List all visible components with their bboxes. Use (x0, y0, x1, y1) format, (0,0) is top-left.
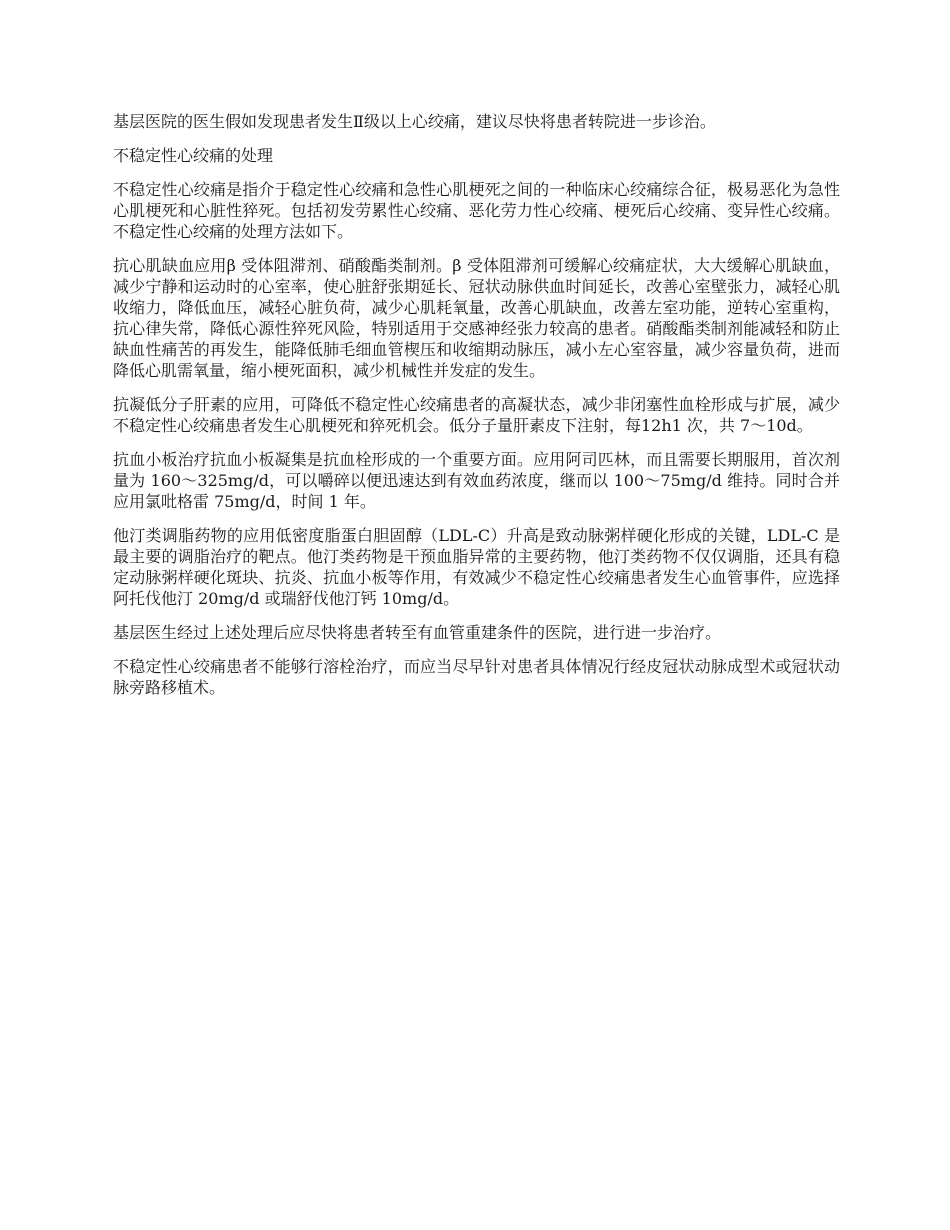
paragraph-definition: 不稳定性心绞痛是指介于稳定性心绞痛和急性心肌梗死之间的一种临床心绞痛综合征，极易恶化为急性心肌梗死和心脏性猝死。包括初发劳累性心绞痛、恶化劳力性心绞痛、梗死后心绞痛、变异性心绞痛。不稳定性心绞痛的处理方法如下。 (113, 180, 840, 241)
paragraph-transfer: 基层医生经过上述处理后应尽快将患者转至有血管重建条件的医院，进行进一步治疗。 (113, 623, 722, 642)
section-heading: 不稳定性心绞痛的处理 (113, 146, 274, 165)
paragraph-revascularization: 不稳定性心绞痛患者不能够行溶栓治疗，而应当尽早针对患者具体情况行经皮冠状动脉成型术或冠状动脉旁路移植术。 (113, 657, 840, 697)
paragraph-antiplatelet: 抗血小板治疗抗血小板凝集是抗血栓形成的一个重要方面。应用阿司匹林，而且需要长期服用，首次剂量为 160～325mg/d，可以嚼碎以便迅速达到有效血药浓度，继而以 100～75mg/d 维持。同时合并应用氯吡格雷 75mg/d，时间 1 年。 (113, 450, 840, 511)
paragraph-statins: 他汀类调脂药物的应用低密度脂蛋白胆固醇（LDL-C）升高是致动脉粥样硬化形成的关键，LDL-C 是最主要的调脂治疗的靶点。他汀类药物是干预血脂异常的主要药物，他汀类药物不仅仅调脂，还具有稳定动脉粥样硬化斑块、抗炎、抗血小板等作用，有效减少不稳定性心绞痛患者发生心血管事件，应选择阿托伐他汀 20mg/d 或瑞舒伐他汀钙 10mg/d。 (113, 526, 840, 608)
paragraph-anticoagulation: 抗凝低分子肝素的应用，可降低不稳定性心绞痛患者的高凝状态，减少非闭塞性血栓形成与扩展，减少不稳定性心绞痛患者发生心肌梗死和猝死机会。低分子量肝素皮下注射，每12h1 次，共 7～10d。 (113, 395, 840, 435)
paragraph-referral: 基层医院的医生假如发现患者发生Ⅱ级以上心绞痛，建议尽快将患者转院进一步诊治。 (113, 112, 716, 131)
paragraph-anti-ischemia: 抗心肌缺血应用β 受体阻滞剂、硝酸酯类制剂。β 受体阻滞剂可缓解心绞痛症状，大大缓解心肌缺血，减少宁静和运动时的心室率，使心脏舒张期延长、冠状动脉供血时间延长，改善心室壁张力，减轻心肌收缩力，降低血压，减轻心脏负荷，减少心肌耗氧量，改善心肌缺血，改善左室功能，逆转心室重构，抗心律失常，降低心源性猝死风险，特别适用于交感神经张力较高的患者。硝酸酯类制剂能减轻和防止缺血性痛苦的再发生，能降低肺毛细血管楔压和收缩期动脉压，减小左心室容量，减少容量负荷，进而降低心肌需氧量，缩小梗死面积，减少机械性并发症的发生。 (113, 256, 840, 380)
document-body (113, 111, 840, 711)
